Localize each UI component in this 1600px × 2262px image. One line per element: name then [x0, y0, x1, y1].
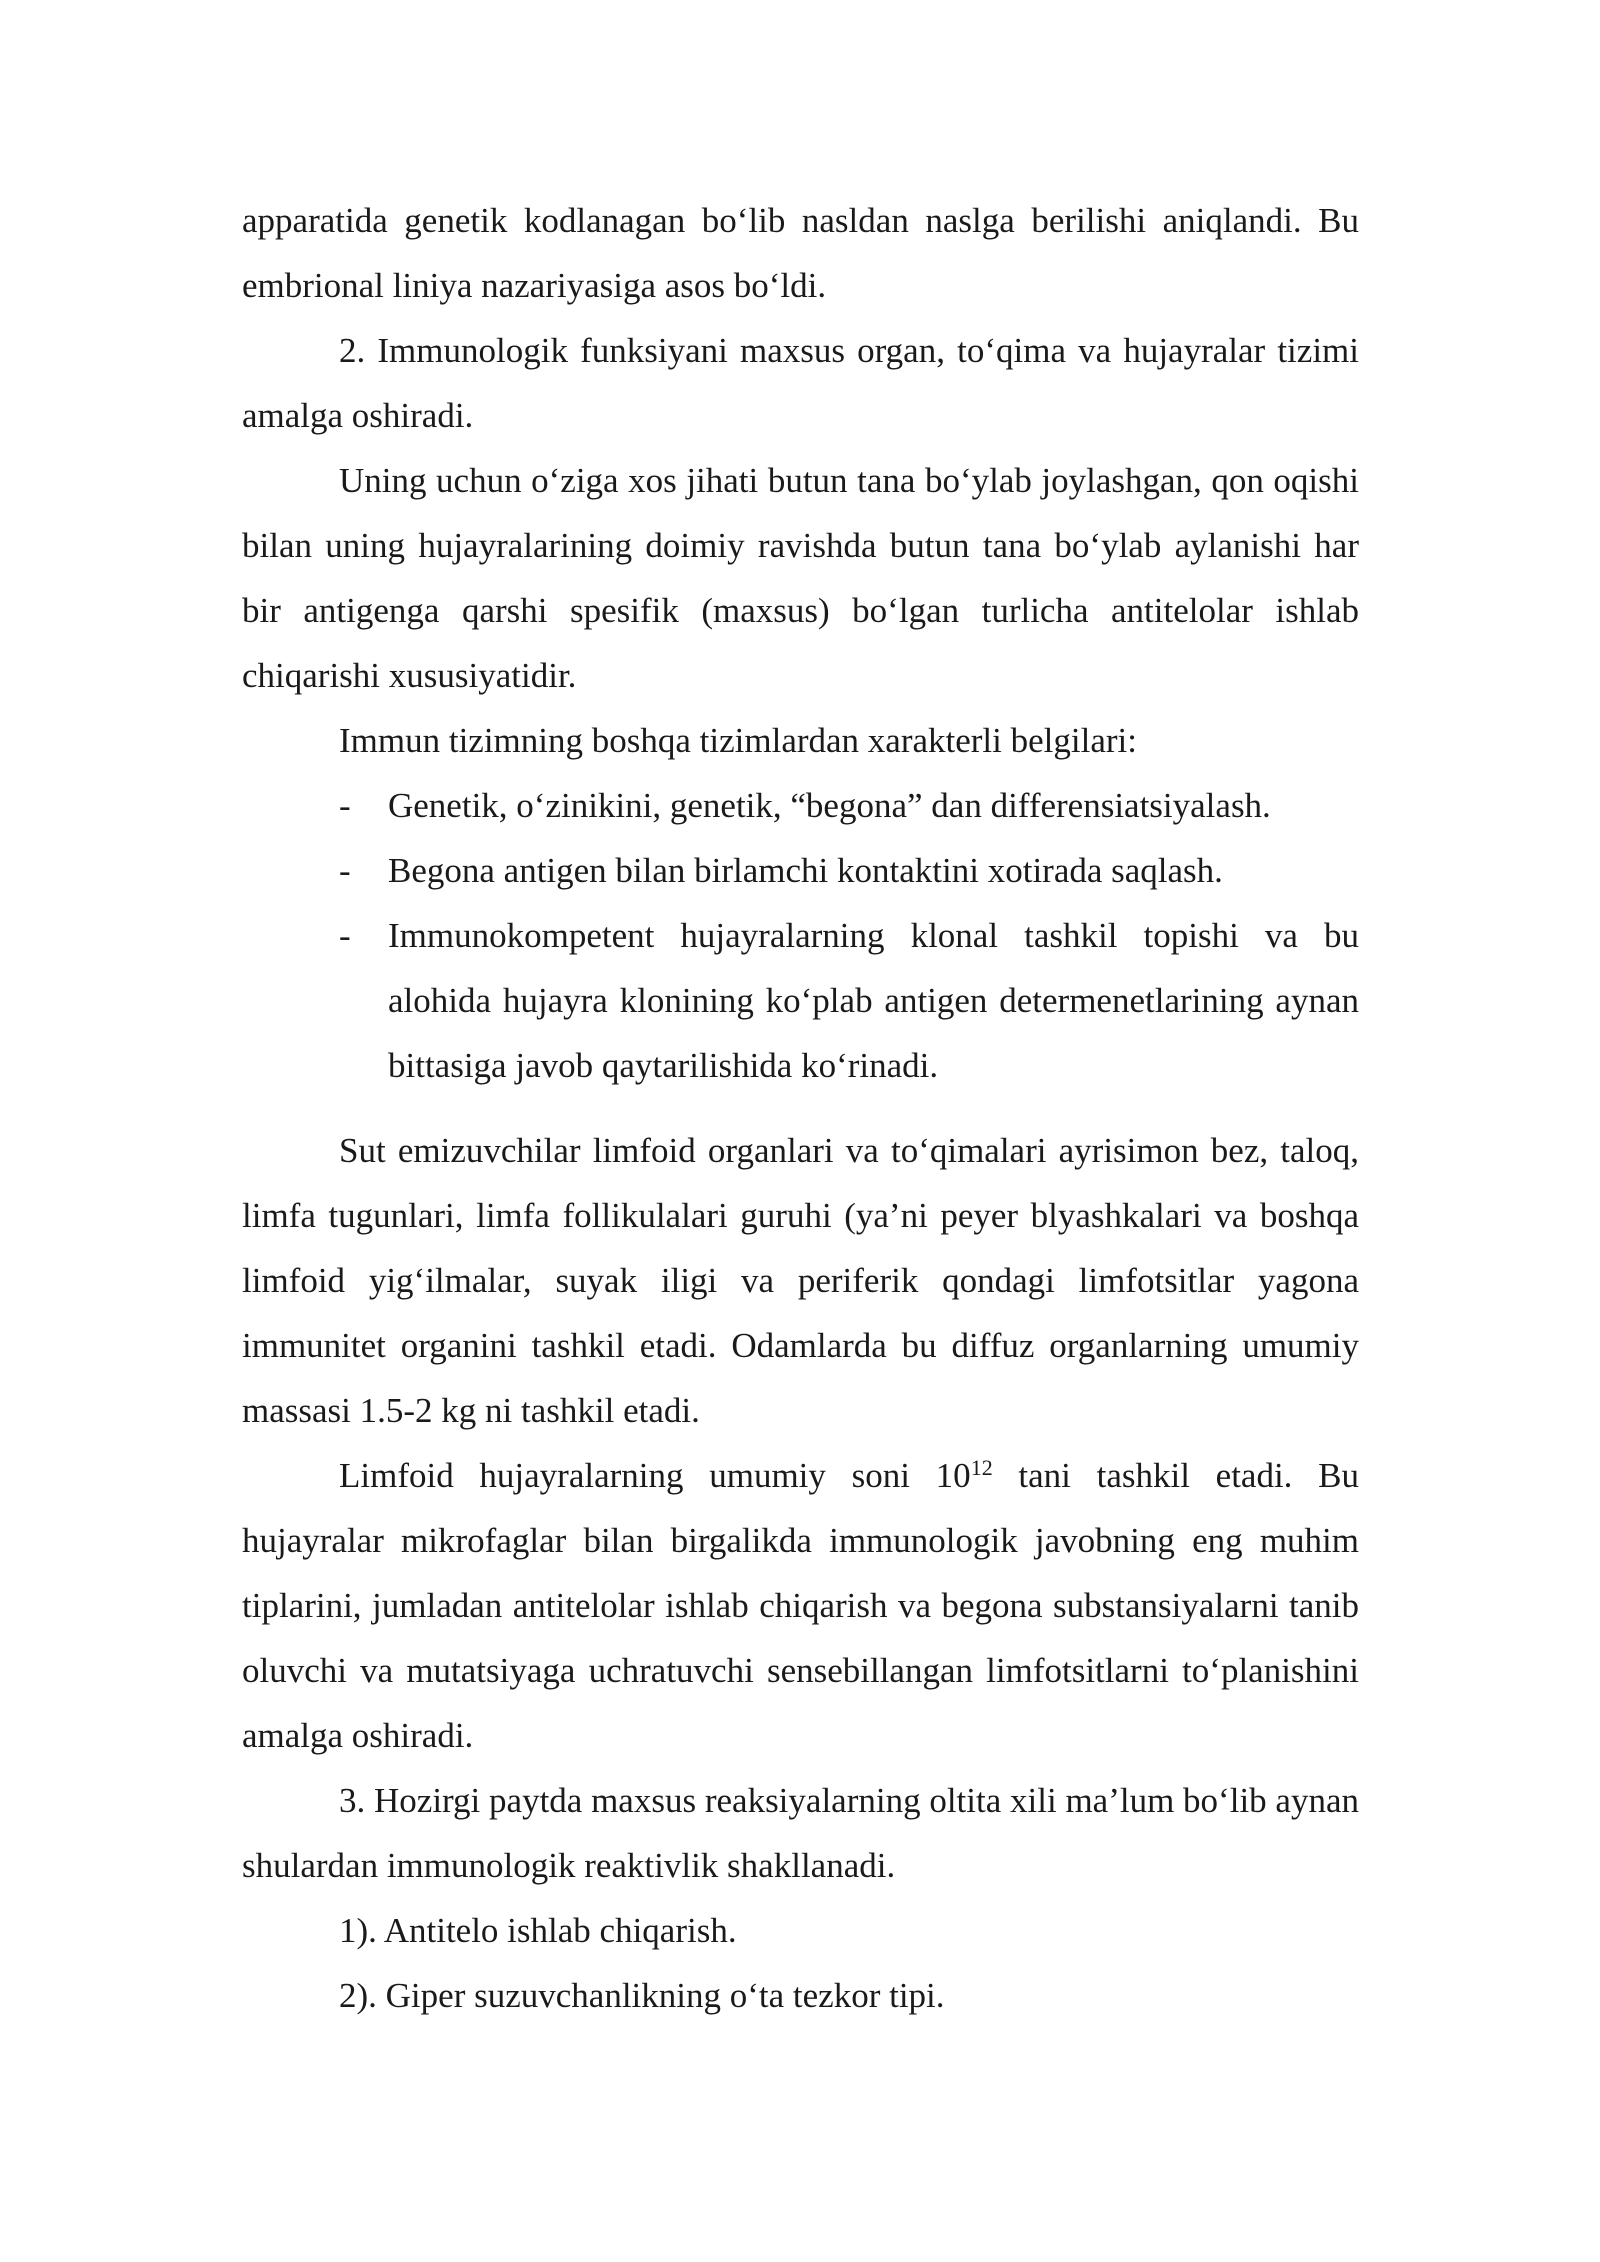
paragraph-text: tani tashkil etadi. Bu hujayralar mikrofaglar bilan birgalikda immunologik javobning eng muhim tiplarini, jumladan antitelolar ishlab chiqarish va begona substansiyalarni tanib oluvchi va mutatsiyaga uchratuvchi sensebillangan limfotsitlarni to‘planishini amalga oshiradi.	[242, 1456, 1359, 1755]
list-item-text: Immunokompetent hujayralarning klonal tashkil topishi va bu alohida hujayra klonining ko‘plab antigen determenetlarining aynan bittasiga javob qaytarilishida ko‘rinadi.	[388, 916, 1359, 1085]
list-item-text: Begona antigen bilan birlamchi kontaktini xotirada saqlash.	[388, 851, 1223, 890]
list-intro: Immun tizimning boshqa tizimlardan xarakterli belgilari:	[339, 721, 1137, 760]
list-item	[339, 838, 1359, 903]
paragraph-1: apparatida genetik kodlanagan bo‘lib nasldan naslga berilishi aniqlandi. Bu embrional liniya nazariyasiga asos bo‘ldi.	[242, 201, 1359, 305]
paragraph-text: Limfoid hujayralarning umumiy soni 10	[339, 1456, 971, 1495]
list-marker: -	[339, 786, 351, 825]
list-item	[339, 903, 1359, 1098]
paragraph-2: 2. Immunologik funksiyani maxsus organ, to‘qima va hujayralar tizimi amalga oshiradi.	[242, 331, 1359, 435]
paragraph-lymphoid-cells	[242, 1443, 1359, 1768]
list-item-text: Genetik, o‘zinikini, genetik, “begona” dan differensiatsiyalash.	[388, 786, 1271, 825]
list-marker: -	[339, 916, 351, 955]
characteristics-list	[242, 773, 1359, 1098]
list-marker: -	[339, 851, 351, 890]
paragraph-lymphoid-organs: Sut emizuvchilar limfoid organlari va to‘qimalari ayrisimon bez, taloq, limfa tugunlari, limfa follikulalari guruhi (ya’ni peyer blyashkalari va boshqa limfoid yig‘ilmalar, suyak iligi va periferik qondagi limfotsitlar yagona immunitet organini tashkil etadi. Odamlarda bu diffuz organlarning umumiy massasi 1.5-2 kg ni tashkil etadi.	[242, 1131, 1359, 1430]
superscript-exponent: 12	[970, 1455, 993, 1480]
list-item	[339, 773, 1359, 838]
paragraph-3-reactions: 3. Hozirgi paytda maxsus reaksiyalarning oltita xili ma’lum bo‘lib aynan shulardan immunologik reaktivlik shakllanadi.	[242, 1781, 1359, 1885]
paragraph-3: Uning uchun o‘ziga xos jihati butun tana bo‘ylab joylashgan, qon oqishi bilan uning hujayralarining doimiy ravishda butun tana bo‘ylab aylanishi har bir antigenga qarshi spesifik (maxsus) bo‘lgan turlicha antitelolar ishlab chiqarishi xususiyatidir.	[242, 461, 1359, 695]
document-body	[242, 188, 1359, 2028]
reaction-item-1: 1). Antitelo ishlab chiqarish.	[339, 1911, 737, 1950]
reaction-item-2: 2). Giper suzuvchanlikning o‘ta tezkor tipi.	[339, 1976, 945, 2015]
